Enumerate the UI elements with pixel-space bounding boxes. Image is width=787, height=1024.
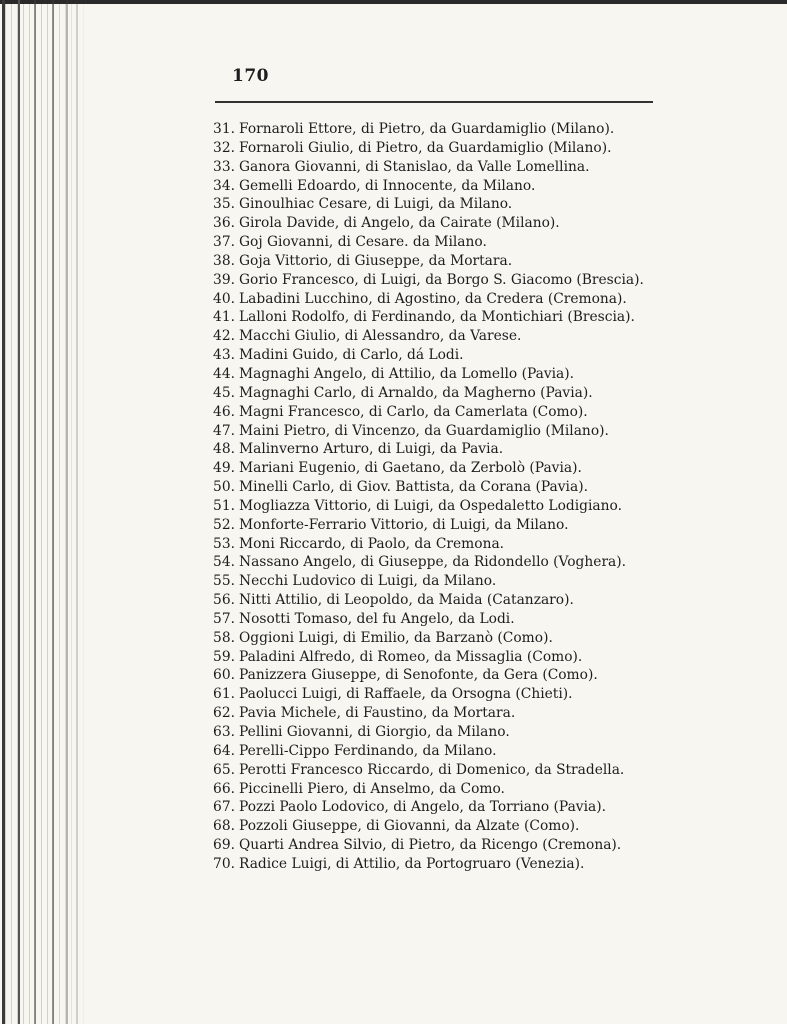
list-item <box>207 535 667 554</box>
entry-text: Mogliazza Vittorio, di Luigi, da Ospedaletto Lodigiano. <box>239 497 622 514</box>
entry-text: Necchi Ludovico di Luigi, da Milano. <box>239 573 497 590</box>
entry-number: 67. <box>213 799 235 816</box>
list-item <box>207 666 667 685</box>
page-number: 170 <box>232 66 269 86</box>
entry-text: Monforte-Ferrario Vittorio, di Luigi, da Milano. <box>239 516 569 533</box>
list-item <box>207 365 667 384</box>
entry-number: 46. <box>213 403 235 420</box>
entry-text: Piccinelli Piero, di Anselmo, da Como. <box>239 780 505 797</box>
entry-text: Panizzera Giuseppe, di Senofonte, da Gera (Como). <box>239 667 598 684</box>
entry-text: Gemelli Edoardo, di Innocente, da Milano. <box>239 177 536 194</box>
list-item <box>207 817 667 836</box>
list-item <box>207 459 667 478</box>
entry-number: 70. <box>213 855 235 872</box>
entry-text: Nosotti Tomaso, del fu Angelo, da Lodi. <box>239 610 515 627</box>
entry-text: Gorio Francesco, di Luigi, da Borgo S. Giacomo (Brescia). <box>239 271 644 288</box>
entry-text: Madini Guido, di Carlo, dá Lodi. <box>239 347 464 364</box>
list-item <box>207 629 667 648</box>
list-item <box>207 422 667 441</box>
entry-text: Pellini Giovanni, di Giorgio, da Milano. <box>239 724 510 740</box>
list-item <box>207 723 667 742</box>
entry-number: 51. <box>213 497 235 514</box>
entry-number: 34. <box>213 177 235 194</box>
header-rule <box>215 101 653 103</box>
entry-number: 57. <box>213 610 235 627</box>
list-item <box>207 290 667 309</box>
entry-text: Nitti Attilio, di Leopoldo, da Maida (Catanzaro). <box>239 592 574 609</box>
entry-text: Maini Pietro, di Vincenzo, da Guardamiglio (Milano). <box>239 422 609 439</box>
entry-number: 42. <box>213 328 235 345</box>
entry-text: Goja Vittorio, di Giuseppe, da Mortara. <box>239 252 513 269</box>
list-item <box>207 195 667 214</box>
entry-number: 33. <box>213 158 235 175</box>
list-item <box>207 836 667 855</box>
list-item <box>207 798 667 817</box>
list-item <box>207 346 667 365</box>
entry-number: 66. <box>213 780 235 797</box>
entry-number: 39. <box>213 271 235 288</box>
entry-text: Magnaghi Carlo, di Arnaldo, da Magherno (Pavia). <box>239 384 593 401</box>
page-top-edge <box>0 0 787 4</box>
entry-number: 36. <box>213 215 235 232</box>
list-item <box>207 271 667 290</box>
list-item <box>207 158 667 177</box>
entry-text: Pozzi Paolo Lodovico, di Angelo, da Torriano (Pavia). <box>239 799 607 816</box>
entry-text: Ginoulhiac Cesare, di Luigi, da Milano. <box>239 196 513 213</box>
book-binding-edge <box>0 0 90 1024</box>
entry-text: Labadini Lucchino, di Agostino, da Credera (Cremona). <box>239 290 627 307</box>
entry-text: Paladini Alfredo, di Romeo, da Missaglia (Como). <box>239 648 583 665</box>
list-item <box>207 855 667 874</box>
entry-number: 41. <box>213 309 235 326</box>
list-item <box>207 478 667 497</box>
list-item <box>207 177 667 196</box>
entry-number: 48. <box>213 441 235 458</box>
list-item <box>207 120 667 139</box>
entry-number: 40. <box>213 290 235 307</box>
entry-text: Magni Francesco, di Carlo, da Camerlata (Como). <box>239 403 588 420</box>
entry-number: 50. <box>213 479 235 496</box>
entry-text: Nassano Angelo, di Giuseppe, da Ridondello (Voghera). <box>239 554 627 571</box>
entry-number: 65. <box>213 761 235 778</box>
list-item <box>207 252 667 271</box>
entry-text: Fornaroli Giulio, di Pietro, da Guardamiglio (Milano). <box>239 139 612 156</box>
entry-number: 31. <box>213 121 235 137</box>
entry-number: 58. <box>213 629 235 646</box>
entry-text: Goj Giovanni, di Cesare. da Milano. <box>239 234 487 251</box>
entry-text: Lalloni Rodolfo, di Ferdinando, da Montichiari (Brescia). <box>239 309 635 326</box>
entry-number: 63. <box>213 724 235 740</box>
list-item <box>207 685 667 704</box>
entry-text: Mariani Eugenio, di Gaetano, da Zerbolò (Pavia). <box>239 460 582 477</box>
entry-number: 53. <box>213 535 235 552</box>
entry-number: 38. <box>213 252 235 269</box>
entry-number: 54. <box>213 554 235 571</box>
entry-number: 69. <box>213 837 235 854</box>
list-item <box>207 497 667 516</box>
entry-number: 56. <box>213 592 235 609</box>
entry-text: Perelli-Cippo Ferdinando, da Milano. <box>239 742 497 759</box>
list-item <box>207 780 667 799</box>
list-item <box>207 761 667 780</box>
entry-number: 59. <box>213 648 235 665</box>
list-item <box>207 308 667 327</box>
entry-text: Minelli Carlo, di Giov. Battista, da Corana (Pavia). <box>239 479 588 496</box>
list-item <box>207 610 667 629</box>
entry-text: Radice Luigi, di Attilio, da Portogruaro (Venezia). <box>239 855 585 872</box>
list-item <box>207 572 667 591</box>
list-item <box>207 553 667 572</box>
entry-number: 64. <box>213 742 235 759</box>
list-item <box>207 403 667 422</box>
entry-text: Malinverno Arturo, di Luigi, da Pavia. <box>239 441 504 458</box>
list-item <box>207 704 667 723</box>
list-item <box>207 384 667 403</box>
list-item <box>207 516 667 535</box>
entry-text: Moni Riccardo, di Paolo, da Cremona. <box>239 535 505 552</box>
entry-number: 47. <box>213 422 235 439</box>
entry-number: 55. <box>213 573 235 590</box>
entry-number: 62. <box>213 705 235 722</box>
list-item <box>207 214 667 233</box>
entry-number: 43. <box>213 347 235 364</box>
entry-text: Paolucci Luigi, di Raffaele, da Orsogna (Chieti). <box>239 686 573 703</box>
entry-text: Quarti Andrea Silvio, di Pietro, da Ricengo (Cremona). <box>239 837 622 854</box>
entry-text: Macchi Giulio, di Alessandro, da Varese. <box>239 328 522 345</box>
list-item <box>207 742 667 761</box>
list-item <box>207 648 667 667</box>
entry-number: 44. <box>213 365 235 382</box>
entry-number: 68. <box>213 818 235 835</box>
entry-text: Fornaroli Ettore, di Pietro, da Guardamiglio (Milano). <box>239 121 615 137</box>
list-item <box>207 139 667 158</box>
entry-number: 32. <box>213 139 235 156</box>
list-item <box>207 233 667 252</box>
entry-number: 37. <box>213 234 235 251</box>
entry-text: Pozzoli Giuseppe, di Giovanni, da Alzate (Como). <box>239 818 580 835</box>
entry-text: Pavia Michele, di Faustino, da Mortara. <box>239 705 516 722</box>
entry-number: 49. <box>213 460 235 477</box>
entry-number: 61. <box>213 686 235 703</box>
entry-number: 52. <box>213 516 235 533</box>
entry-text: Magnaghi Angelo, di Attilio, da Lomello (Pavia). <box>239 365 575 382</box>
entry-number: 35. <box>213 196 235 213</box>
entry-text: Ganora Giovanni, di Stanislao, da Valle Lomellina. <box>239 158 590 175</box>
entry-text: Perotti Francesco Riccardo, di Domenico, da Stradella. <box>239 761 625 778</box>
entry-number: 45. <box>213 384 235 401</box>
list-item <box>207 440 667 459</box>
entry-text: Oggioni Luigi, di Emilio, da Barzanò (Como). <box>239 629 553 646</box>
entry-number: 60. <box>213 667 235 684</box>
name-list <box>207 120 667 874</box>
list-item <box>207 327 667 346</box>
list-item <box>207 591 667 610</box>
entry-text: Girola Davide, di Angelo, da Cairate (Milano). <box>239 215 560 232</box>
